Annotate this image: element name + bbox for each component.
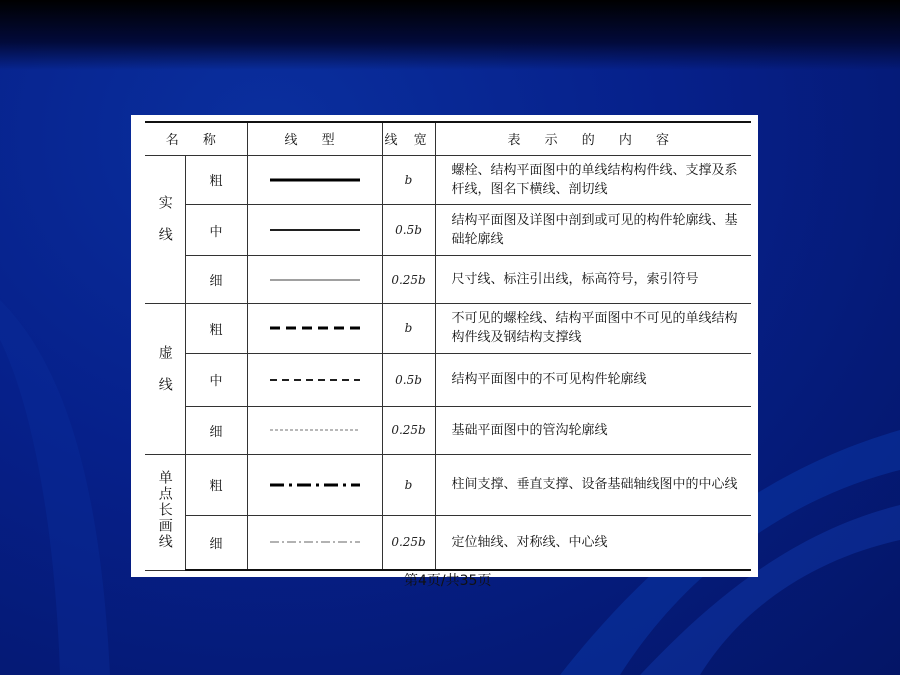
table-row (145, 256, 751, 303)
table-row (145, 406, 751, 454)
line-sample (247, 354, 382, 407)
dashed-medium-line (270, 375, 360, 385)
sub-label: 中 (185, 204, 247, 255)
header-line-width: 线 宽 (382, 122, 435, 155)
description: 尺寸线、标注引出线，标高符号，索引符号 (435, 256, 751, 303)
description: 柱间支撑、垂直支撑、设备基础轴线图中的中心线 (435, 454, 751, 515)
line-sample (247, 454, 382, 515)
description: 定位轴线、对称线、中心线 (435, 515, 751, 570)
table-header-row (145, 122, 751, 155)
header-line-type: 线 型 (247, 122, 382, 155)
category-solid: 实线 (145, 155, 185, 303)
sub-label: 粗 (185, 303, 247, 353)
line-sample (247, 515, 382, 570)
sub-label: 细 (185, 515, 247, 570)
width-value: b (382, 303, 435, 353)
table-row (145, 454, 751, 515)
dashed-thick-line (270, 323, 360, 333)
width-value: 0.5b (382, 204, 435, 255)
page-number: 第4页/共35页 (404, 573, 492, 589)
width-value: 0.5b (382, 354, 435, 407)
solid-thick-line (270, 175, 360, 185)
description: 结构平面图及详图中剖到或可见的构件轮廓线、基础轮廓线 (435, 204, 751, 255)
dashdot-thin-line (270, 537, 360, 547)
table-row (145, 155, 751, 204)
line-sample (247, 256, 382, 303)
line-type-table (145, 121, 751, 571)
header-content: 表 示 的 内 容 (435, 122, 751, 155)
table-row (145, 354, 751, 407)
width-value: b (382, 155, 435, 204)
line-type-table-panel (131, 115, 758, 577)
solid-medium-line (270, 225, 360, 235)
sub-label: 粗 (185, 155, 247, 204)
table-row (145, 303, 751, 353)
width-value: b (382, 454, 435, 515)
description: 基础平面图中的管沟轮廓线 (435, 406, 751, 454)
sub-label: 细 (185, 406, 247, 454)
category-dashed: 虚线 (145, 303, 185, 454)
description: 结构平面图中的不可见构件轮廓线 (435, 354, 751, 407)
line-sample (247, 303, 382, 353)
header-name: 名 称 (145, 122, 247, 155)
line-sample (247, 155, 382, 204)
width-value: 0.25b (382, 515, 435, 570)
table-row (145, 515, 751, 570)
dashdot-thick-line (270, 480, 360, 490)
table-row (145, 204, 751, 255)
description: 不可见的螺栓线、结构平面图中不可见的单线结构构件线及钢结构支撑线 (435, 303, 751, 353)
sub-label: 中 (185, 354, 247, 407)
width-value: 0.25b (382, 406, 435, 454)
category-dashdot: 单点长画线 (145, 454, 185, 570)
line-sample (247, 204, 382, 255)
sub-label: 细 (185, 256, 247, 303)
dashed-thin-line (270, 425, 360, 435)
description: 螺栓、结构平面图中的单线结构构件线、支撑及系杆线，图名下横线、剖切线 (435, 155, 751, 204)
solid-thin-line (270, 275, 360, 285)
line-sample (247, 406, 382, 454)
sub-label: 粗 (185, 454, 247, 515)
width-value: 0.25b (382, 256, 435, 303)
